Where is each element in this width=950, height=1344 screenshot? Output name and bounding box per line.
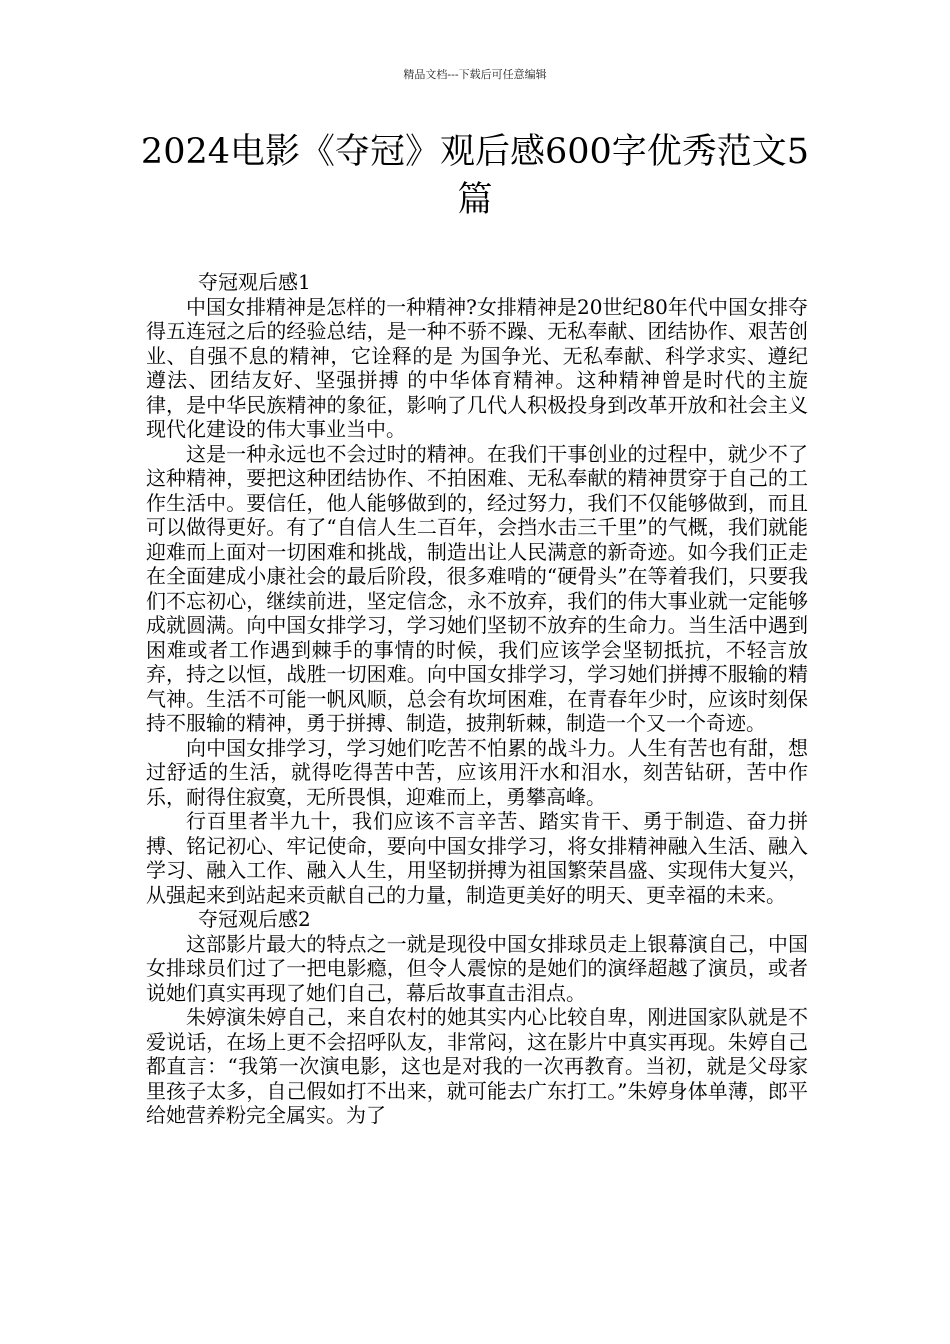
body-paragraph: 中国女排精神是怎样的一种精神?女排精神是20世纪80年代中国女排夺得五连冠之后的经验总结，是一种不骄不躁、无私奉献、团结协作、艰苦创业、自强不息的精神，它诠释的是 为国争光、无私奉献、科学求实、遵纪遵法、团结友好、坚强拼搏 的中华体育精神。这种精神曾是时代的主旋律，是中华民族精神的象征，影响了几代人积极投身到改革开放和社会主义现代化建设的伟大事业当中。 — [146, 294, 808, 441]
body-paragraph: 这部影片最大的特点之一就是现役中国女排球员走上银幕演自己，中国女排球员们过了一把电影瘾，但令人震惊的是她们的演绎超越了演员，或者说她们真实再现了她们自己，幕后故事直击泪点。 — [146, 931, 808, 1005]
body-paragraph: 行百里者半九十，我们应该不言辛苦、踏实肯干、勇于制造、奋力拼搏、铭记初心、牢记使命，要向中国女排学习，将女排精神融入生活、融入学习、融入工作、融入人生，用坚韧拼搏为祖国繁荣昌盛、实现伟大复兴，从强起来到站起来贡献自己的力量，制造更美好的明天、更幸福的未来。 — [146, 809, 808, 907]
section-heading: 夺冠观后感2 — [198, 907, 311, 931]
section-heading: 夺冠观后感1 — [198, 270, 311, 294]
header-note: 精品文档---下载后可任意编辑 — [403, 68, 547, 81]
document-title: 2024电影《夺冠》观后感600字优秀范文5篇 — [140, 132, 810, 220]
body-paragraph: 朱婷演朱婷自己，来自农村的她其实内心比较自卑，刚进国家队就是不爱说话，在场上更不会招呼队友，非常闷，这在影片中真实再现。朱婷自己都直言：“我第一次演电影，这也是对我的一次再教育。当初，就是父母家里孩子太多，自己假如打不出来，就可能去广东打工。”朱婷身体单薄，郎平给她营养粉完全属实。为了 — [146, 1005, 808, 1127]
document-body — [146, 270, 808, 1128]
body-paragraph: 向中国女排学习，学习她们吃苦不怕累的战斗力。人生有苦也有甜，想过舒适的生活，就得吃得苦中苦，应该用汗水和泪水，刻苦钻研，苦中作乐，耐得住寂寞，无所畏惧，迎难而上，勇攀高峰。 — [146, 735, 808, 809]
body-paragraph: 这是一种永远也不会过时的精神。在我们干事创业的过程中，就少不了这种精神，要把这种团结协作、不拍困难、无私奉献的精神贯穿于自己的工作生活中。要信任，他人能够做到的，经过努力，我们不仅能够做到，而且可以做得更好。有了“自信人生二百年，会挡水击三千里”的气概，我们就能迎难而上面对一切困难和挑战，制造出让人民满意的新奇迹。如今我们正走在全面建成小康社会的最后阶段，很多难啃的“硬骨头”在等着我们，只要我们不忘初心，继续前进，坚定信念，永不放弃，我们的伟大事业就一定能够成就圆满。向中国女排学习，学习她们坚韧不放弃的生命力。当生活中遇到困难或者工作遇到棘手的事情的时候，我们应该学会坚韧抵抗，不轻言放弃，持之以恒，战胜一切困难。向中国女排学习，学习她们拼搏不服输的精气神。生活不可能一帆风顺，总会有坎坷困难，在青春年少时，应该时刻保持不服输的精神，勇于拼搏、制造，披荆斩棘，制造一个又一个奇迹。 — [146, 441, 808, 735]
